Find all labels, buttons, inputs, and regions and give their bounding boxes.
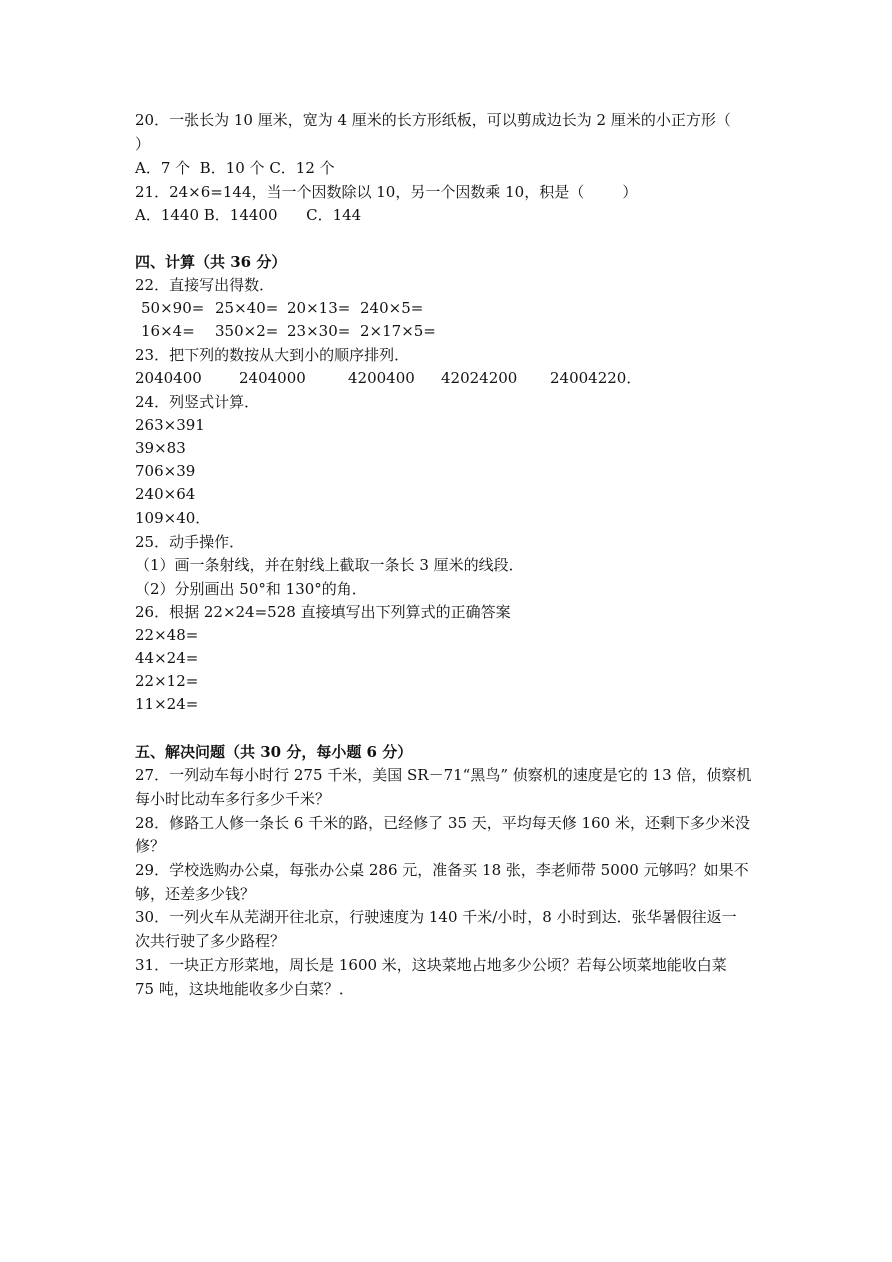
calc-item: 2×17×5= [360,322,436,340]
calc-item: 23×30= [287,322,351,340]
calc-item: 25×40= [215,299,279,317]
calc-item: 16×4= [141,322,195,340]
calc-item: 50×90= [141,299,205,317]
number-item: 42024200 [441,369,518,387]
question-22-title: 22．直接写出得数． [135,276,275,294]
calc-item: 44×24= [135,649,199,667]
number-item: 2404000 [239,369,306,387]
question-31-line-2: 75 吨，这块地能收多少白菜？． [135,980,354,998]
question-20-line-2: ） [135,135,151,153]
question-29-line-2: 够，还差多少钱？ [135,885,256,903]
question-29-line-1: 29．学校选购办公桌，每张办公桌 286 元，准备买 18 张，李老师带 5000 元够吗？如果不 [135,861,749,879]
number-item: 4200400 [348,369,415,387]
question-31-line-1: 31．一块正方形菜地，周长是 1600 米，这块菜地占地多少公顷？若每公顷菜地能收白菜 [135,956,727,974]
vertical-calc-item: 39×83 [135,439,186,457]
calc-item: 22×12= [135,672,199,690]
question-30-line-2: 次共行驶了多少路程？ [135,932,286,950]
number-item: 2040400 [135,369,202,387]
question-30-line-1: 30．一列火车从芜湖开往北京，行驶速度为 140 千米/小时，8 小时到达．张华暑假往返一 [135,908,737,926]
calc-item: 350×2= [215,322,279,340]
question-23-title: 23．把下列的数按从大到小的顺序排列． [135,346,410,364]
question-21-line-1: 21．24×6=144，当一个因数除以 10，另一个因数乘 10，积是（ ） [135,183,638,201]
vertical-calc-item: 240×64 [135,485,196,503]
calc-item: 11×24= [135,695,199,713]
section-4-title: 四、计算（共 36 分） [135,253,287,271]
calc-item: 22×48= [135,626,199,644]
question-20-line-1: 20．一张长为 10 厘米，宽为 4 厘米的长方形纸板，可以剪成边长为 2 厘米的小正方形（ [135,111,731,129]
question-24-title: 24．列竖式计算． [135,393,260,411]
calc-item: 20×13= [287,299,351,317]
question-25-part-1: （1）画一条射线，并在射线上截取一条长 3 厘米的线段． [135,556,524,574]
question-25-part-2: （2）分别画出 50°和 130°的角． [135,580,367,598]
question-25-title: 25．动手操作． [135,533,245,551]
question-27-line-2: 每小时比动车多行多少千米？ [135,790,331,808]
question-26-title: 26．根据 22×24=528 直接填写出下列算式的正确答案 [135,603,511,621]
question-20-options: A．7 个 B．10 个 C．12 个 [135,159,335,177]
calc-item: 240×5= [360,299,424,317]
question-27-line-1: 27．一列动车每小时行 275 千米，美国 SR－71“黑鸟” 侦察机的速度是它的 13 倍，侦察机 [135,766,752,784]
question-28-line-2: 修？ [135,837,166,855]
vertical-calc-item: 109×40． [135,509,211,527]
section-5-title: 五、解决问题（共 30 分，每小题 6 分） [135,743,413,761]
vertical-calc-item: 706×39 [135,462,196,480]
question-28-line-1: 28．修路工人修一条长 6 千米的路，已经修了 35 天，平均每天修 160 米，还剩下多少米没 [135,814,750,832]
number-item: 24004220． [550,369,642,387]
question-21-options: A．1440 B．14400 C．144 [135,206,362,224]
vertical-calc-item: 263×391 [135,416,205,434]
